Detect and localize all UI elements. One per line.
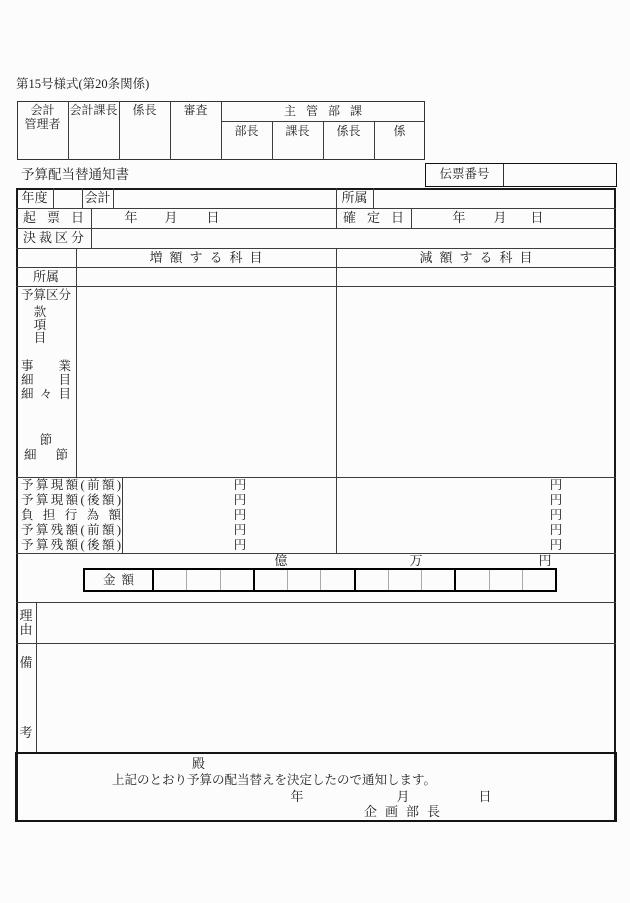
approval-cell-clerk-chief: 係長	[132, 103, 157, 117]
en-unit-label: 円	[538, 553, 552, 568]
divider-line	[16, 267, 616, 268]
yen-unit: 円	[549, 523, 563, 537]
amount-digit-cell	[523, 570, 555, 590]
amount-row-label: 予算現額(前額)	[21, 478, 121, 492]
yen-unit: 円	[549, 538, 563, 552]
budget-category-label: 予算区分	[21, 288, 72, 302]
account-label: 会計	[84, 190, 111, 205]
yen-unit: 円	[233, 478, 247, 492]
footer-year-label: 年	[290, 789, 304, 804]
managing-role-kakaricho: 係長	[336, 124, 361, 138]
amount-label: 金額	[85, 570, 154, 590]
remarks-label	[16, 643, 36, 753]
day-label: 日	[206, 210, 220, 225]
node-setsu-label: 節	[39, 433, 53, 447]
amount-digit-cell	[187, 570, 220, 590]
reason-label	[16, 602, 36, 643]
yen-unit: 円	[549, 493, 563, 507]
confirmed-date-label: 確定日	[343, 210, 404, 225]
remarks-label-char2: 考	[19, 725, 33, 740]
approval-cell-accounting-manager	[17, 103, 68, 131]
sub-sub-item-label: 細々目	[21, 387, 71, 401]
footer-day-label: 日	[478, 789, 492, 804]
approval-cell-accounting-section-chief: 会計課長	[69, 103, 118, 117]
amount-digit-box	[83, 568, 557, 592]
slip-number-value	[504, 164, 616, 186]
oku-unit-label: 億	[274, 553, 288, 568]
approval-category-label: 決裁区分	[23, 230, 84, 245]
draft-date-label: 起票日	[23, 210, 84, 225]
divider-line	[16, 553, 616, 554]
yen-unit: 円	[233, 538, 247, 552]
subject-affiliation-label: 所属	[32, 269, 59, 284]
yen-unit: 円	[233, 523, 247, 537]
managing-role-kacho: 課長	[285, 124, 310, 138]
slip-number-box	[425, 163, 617, 187]
addressee-suffix: 殿	[192, 756, 206, 771]
divider-line	[411, 208, 412, 228]
decrease-subject-header: 減額する科目	[419, 250, 540, 265]
divider-line	[76, 248, 77, 477]
amount-digit-cell	[356, 570, 389, 590]
amount-digit-cell	[321, 570, 355, 590]
amount-digit-cell	[288, 570, 321, 590]
divider-line	[91, 208, 92, 248]
divider-line	[53, 188, 54, 208]
yen-unit: 円	[233, 508, 247, 522]
amount-row-label: 予算現額(後額)	[21, 493, 121, 507]
accounting-manager-line2: 管理者	[24, 117, 61, 131]
sender-title: 企画部長	[364, 804, 449, 819]
divider-line	[16, 208, 616, 209]
managing-role-kakari: 係	[393, 124, 406, 138]
yen-unit: 円	[549, 508, 563, 522]
form-number: 第15号様式(第20条関係)	[16, 77, 150, 91]
sub-item-label: 細目	[21, 373, 71, 387]
managing-section-header: 主管部課	[283, 104, 372, 118]
fiscal-year-label: 年度	[21, 190, 48, 205]
notice-text: 上記のとおり予算の配当替えを決定したので通知します。	[112, 773, 437, 787]
year-label: 年	[452, 210, 466, 225]
amount-digit-cell	[490, 570, 523, 590]
footer-month-label: 月	[396, 789, 410, 804]
reason-label-char2: 由	[19, 621, 33, 637]
section-kan-label: 款	[33, 305, 47, 319]
divider-line	[113, 188, 114, 208]
affiliation-label: 所属	[341, 190, 368, 205]
managing-role-bucho: 部長	[234, 124, 259, 138]
amount-digit-cell	[154, 570, 187, 590]
day-label: 日	[530, 210, 544, 225]
remarks-field	[36, 643, 616, 753]
amount-digit-cell	[221, 570, 255, 590]
increase-subject-header: 増額する科目	[149, 250, 270, 265]
yen-unit: 円	[549, 478, 563, 492]
accounting-manager-line1: 会計	[30, 103, 55, 117]
month-label: 月	[493, 210, 507, 225]
project-label: 事業	[21, 359, 71, 373]
man-unit-label: 万	[409, 553, 423, 568]
month-label: 月	[164, 210, 178, 225]
year-label: 年	[124, 210, 138, 225]
reason-field	[36, 602, 616, 643]
reason-label-char1: 理	[19, 607, 33, 623]
amount-digit-cell	[456, 570, 489, 590]
amount-digit-cell	[389, 570, 422, 590]
amount-row-label: 予算残額(前額)	[21, 523, 121, 537]
form-title: 予算配当替通知書	[21, 167, 129, 182]
amount-digit-cell	[255, 570, 288, 590]
divider-line	[336, 248, 337, 553]
yen-unit: 円	[233, 493, 247, 507]
divider-line	[16, 228, 616, 229]
amount-row-label: 予算残額(後額)	[21, 538, 121, 552]
amount-digit-cell	[422, 570, 456, 590]
remarks-label-char1: 備	[19, 655, 33, 670]
object-moku-label: 目	[33, 331, 47, 345]
divider-line	[16, 286, 616, 287]
slip-number-label: 伝票番号	[426, 164, 504, 186]
item-kou-label: 項	[33, 318, 47, 332]
approval-cell-audit: 審査	[183, 103, 208, 117]
amount-row-label: 負担行為額	[21, 508, 121, 522]
sub-node-label: 細節	[24, 448, 68, 462]
divider-line	[373, 188, 374, 208]
